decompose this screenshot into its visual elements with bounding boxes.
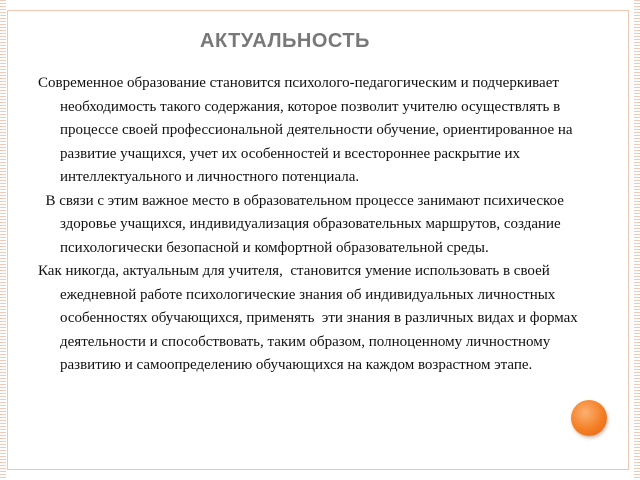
paragraph-teacher-skills: Как никогда, актуальным для учителя, становится умение использовать в своей ежедневной работе психологические знания об индивидуальных личностных особенностях обучающихся, применять эти знания в различных видах и формах деятельности и способствовать, таким образом, полноценному личностному развитию и самоопределению обучающихся на каждом возрастном этапе. xyxy=(38,263,582,373)
slide-title: АКТУАЛЬНОСТЬ xyxy=(200,30,370,52)
right-decorative-stripe xyxy=(634,0,640,480)
slide-body xyxy=(38,72,598,378)
left-decorative-stripe xyxy=(0,0,6,480)
paragraph-psychological-health: В связи с этим важное место в образовательном процессе занимают психическое здоровье учащихся, индивидуализация образовательных маршрутов, создание психологически безопасной и комфортной образовательной среды. xyxy=(38,192,568,256)
orange-orb-decoration xyxy=(571,400,607,436)
paragraph-modern-education: Современное образование становится психолого-педагогическим и подчеркивает необходимость такого содержания, которое позволит учителю осуществлять в процессе своей профессиональной деятельности обучение, ориентированное на развитие учащихся, учет их особенностей и всестороннее раскрытие их интеллектуального и личностного потенциала. xyxy=(38,75,573,185)
